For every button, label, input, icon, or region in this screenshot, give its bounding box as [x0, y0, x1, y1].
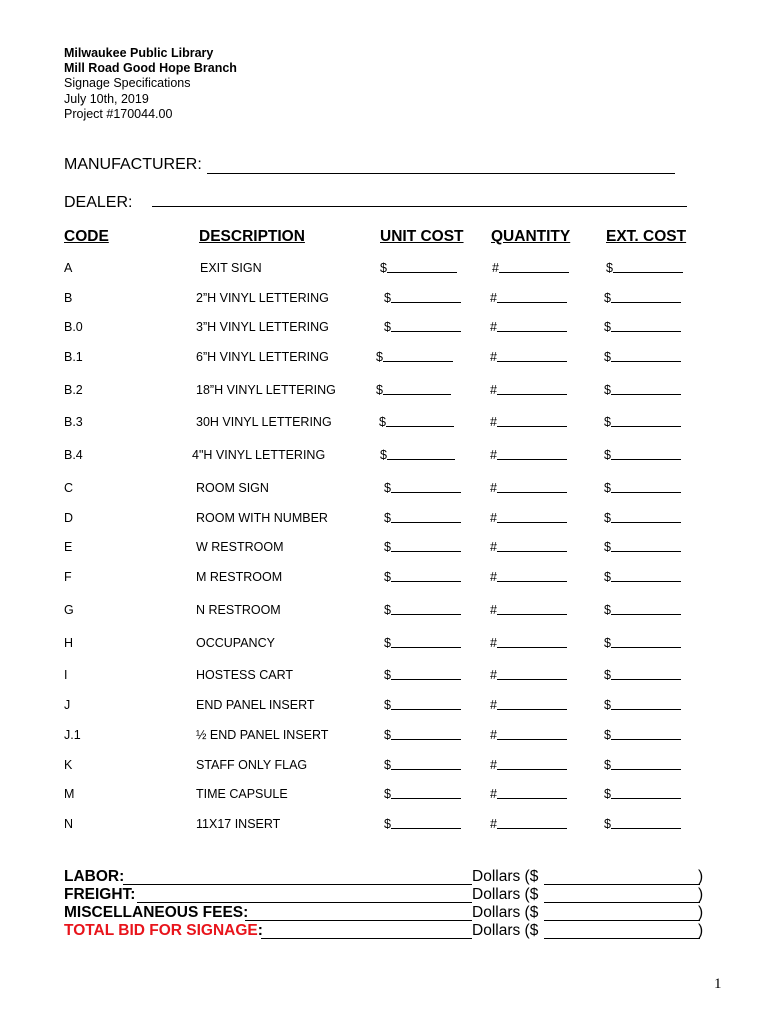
ext-cost-field[interactable]: $ [604, 481, 611, 495]
table-row [0, 787, 770, 807]
project-number: Project #170044.00 [64, 106, 173, 121]
quantity-field[interactable]: # [490, 415, 497, 429]
table-row [0, 540, 770, 560]
table-row [0, 320, 770, 340]
table-row [0, 448, 770, 468]
ext-cost-field[interactable]: $ [604, 540, 611, 554]
labor-row [64, 868, 704, 887]
item-code: C [64, 481, 74, 495]
unit-cost-field[interactable]: $ [384, 540, 391, 554]
misc-amount-field[interactable] [544, 920, 700, 921]
ext-cost-field[interactable]: $ [604, 350, 611, 364]
unit-cost-field[interactable]: $ [384, 603, 391, 617]
ext-cost-field[interactable]: $ [604, 817, 611, 831]
freight-label: FREIGHT: [64, 886, 136, 903]
unit-cost-field[interactable]: $ [384, 758, 391, 772]
close-paren: ) [698, 922, 704, 939]
unit-cost-field[interactable]: $ [384, 291, 391, 305]
total-bid-row [64, 922, 704, 941]
col-quantity-header: QUANTITY [491, 228, 571, 245]
item-description: N RESTROOM [196, 603, 281, 617]
item-description: M RESTROOM [196, 570, 283, 584]
quantity-field[interactable]: # [490, 320, 497, 334]
table-row [0, 603, 770, 623]
col-unit-cost-header: UNIT COST [380, 228, 464, 245]
quantity-field[interactable]: # [490, 817, 497, 831]
item-code: B.1 [64, 350, 83, 364]
item-code: B.4 [64, 448, 83, 462]
freight-amount-field[interactable] [544, 902, 700, 903]
item-code: B [64, 291, 73, 305]
unit-cost-field[interactable]: $ [376, 350, 383, 364]
item-code: M [64, 787, 75, 801]
quantity-field[interactable]: # [492, 261, 499, 275]
quantity-field[interactable]: # [490, 570, 497, 584]
unit-cost-field[interactable]: $ [384, 636, 391, 650]
unit-cost-field[interactable]: $ [384, 481, 391, 495]
item-code: J [64, 698, 71, 712]
labor-dollars-label: Dollars ($ [472, 868, 539, 885]
manufacturer-field[interactable] [207, 173, 675, 174]
col-ext-cost-header: EXT. COST [606, 228, 687, 245]
col-description-header: DESCRIPTION [199, 228, 305, 245]
page-number: 1 [714, 976, 722, 992]
item-code: J.1 [64, 728, 81, 742]
item-description: ROOM SIGN [196, 481, 269, 495]
col-code-header: CODE [64, 228, 109, 245]
ext-cost-field[interactable]: $ [604, 570, 611, 584]
freight-field[interactable] [137, 902, 472, 903]
total-bid-colon: : [257, 922, 263, 939]
item-description: W RESTROOM [196, 540, 284, 554]
unit-cost-field[interactable]: $ [384, 787, 391, 801]
quantity-field[interactable]: # [490, 291, 497, 305]
item-description: 30H VINYL LETTERING [196, 415, 332, 429]
doc-title: Signage Specifications [64, 76, 191, 91]
ext-cost-field[interactable]: $ [604, 636, 611, 650]
table-row [0, 261, 770, 281]
quantity-field[interactable]: # [490, 758, 497, 772]
ext-cost-field[interactable]: $ [604, 448, 611, 462]
item-description: 4"H VINYL LETTERING [192, 448, 326, 462]
misc-fees-label: MISCELLANEOUS FEES: [64, 904, 249, 921]
dealer-label: DEALER: [64, 194, 133, 211]
doc-date: July 10th, 2019 [64, 91, 149, 106]
ext-cost-field[interactable]: $ [604, 291, 611, 305]
misc-fees-field[interactable] [245, 920, 472, 921]
ext-cost-field[interactable]: $ [604, 728, 611, 742]
item-description: HOSTESS CART [196, 668, 294, 682]
freight-dollars-label: Dollars ($ [472, 886, 539, 903]
item-code: D [64, 511, 74, 525]
item-code: H [64, 636, 74, 650]
item-description: STAFF ONLY FLAG [196, 758, 308, 772]
item-description: TIME CAPSULE [196, 787, 288, 801]
quantity-field[interactable]: # [490, 603, 497, 617]
item-description: ROOM WITH NUMBER [196, 511, 328, 525]
unit-cost-field[interactable]: $ [380, 448, 387, 462]
table-row [0, 698, 770, 718]
item-description: ½ END PANEL INSERT [196, 728, 329, 742]
unit-cost-field[interactable]: $ [384, 320, 391, 334]
unit-cost-field[interactable]: $ [384, 728, 391, 742]
table-row [0, 728, 770, 748]
labor-amount-field[interactable] [544, 884, 700, 885]
item-description: 3”H VINYL LETTERING [196, 320, 329, 334]
dealer-field[interactable] [152, 206, 687, 207]
quantity-field[interactable]: # [490, 448, 497, 462]
unit-cost-field[interactable]: $ [384, 570, 391, 584]
manufacturer-label: MANUFACTURER: [64, 156, 202, 173]
ext-cost-field[interactable]: $ [604, 787, 611, 801]
item-description: 18”H VINYL LETTERING [196, 383, 336, 397]
table-row [0, 291, 770, 311]
item-description: END PANEL INSERT [196, 698, 315, 712]
ext-cost-field[interactable]: $ [604, 511, 611, 525]
freight-row [64, 886, 704, 905]
total-amount-field[interactable] [544, 938, 700, 939]
branch-name: Mill Road Good Hope Branch [64, 61, 237, 76]
quantity-field[interactable]: # [490, 728, 497, 742]
ext-cost-field[interactable]: $ [606, 261, 613, 275]
total-bid-text: TOTAL BID FOR SIGNAGE [64, 922, 258, 939]
item-code: E [64, 540, 73, 554]
quantity-field[interactable]: # [490, 787, 497, 801]
unit-cost-field[interactable]: $ [380, 261, 387, 275]
quantity-field[interactable]: # [490, 540, 497, 554]
quantity-field[interactable]: # [490, 383, 497, 397]
table-row [0, 415, 770, 435]
table-row [0, 758, 770, 778]
org-name: Milwaukee Public Library [64, 46, 214, 60]
misc-fees-row [64, 904, 704, 923]
item-code: F [64, 570, 72, 584]
item-code: K [64, 758, 73, 772]
labor-label: LABOR: [64, 868, 125, 885]
total-bid-field[interactable] [261, 938, 472, 939]
quantity-field[interactable]: # [490, 668, 497, 682]
table-row [0, 481, 770, 501]
ext-cost-field[interactable]: $ [604, 415, 611, 429]
item-code: B.2 [64, 383, 83, 397]
unit-cost-field[interactable]: $ [384, 511, 391, 525]
ext-cost-field[interactable]: $ [604, 668, 611, 682]
item-description: 6”H VINYL LETTERING [196, 350, 329, 364]
table-row [0, 636, 770, 656]
ext-cost-field[interactable]: $ [604, 698, 611, 712]
item-code: B.3 [64, 415, 83, 429]
item-description: OCCUPANCY [196, 636, 275, 650]
close-paren: ) [698, 886, 704, 903]
misc-dollars-label: Dollars ($ [472, 904, 539, 921]
item-code: A [64, 261, 73, 275]
table-row [0, 511, 770, 531]
unit-cost-field[interactable]: $ [384, 698, 391, 712]
table-row [0, 570, 770, 590]
quantity-field[interactable]: # [490, 636, 497, 650]
ext-cost-field[interactable]: $ [604, 603, 611, 617]
quantity-field[interactable]: # [490, 511, 497, 525]
close-paren: ) [698, 904, 704, 921]
item-description: EXIT SIGN [200, 261, 262, 275]
labor-field[interactable] [123, 884, 472, 885]
table-row [0, 383, 770, 403]
close-paren: ) [698, 868, 704, 885]
item-description: 2”H VINYL LETTERING [196, 291, 329, 305]
unit-cost-field[interactable]: $ [384, 817, 391, 831]
table-row [0, 668, 770, 688]
ext-cost-field[interactable]: $ [604, 758, 611, 772]
item-description: 11X17 INSERT [196, 817, 281, 831]
quantity-field[interactable]: # [490, 350, 497, 364]
item-code: B.0 [64, 320, 83, 334]
item-code: I [64, 668, 68, 682]
ext-cost-field[interactable]: $ [604, 320, 611, 334]
unit-cost-field[interactable]: $ [384, 668, 391, 682]
quantity-field[interactable]: # [490, 481, 497, 495]
table-row [0, 350, 770, 370]
unit-cost-field[interactable]: $ [379, 415, 386, 429]
ext-cost-field[interactable]: $ [604, 383, 611, 397]
document-header [64, 46, 237, 122]
quantity-field[interactable]: # [490, 698, 497, 712]
total-bid-label [64, 922, 263, 940]
item-code: G [64, 603, 74, 617]
table-row [0, 817, 770, 837]
total-dollars-label: Dollars ($ [472, 922, 539, 939]
unit-cost-field[interactable]: $ [376, 383, 383, 397]
item-code: N [64, 817, 74, 831]
